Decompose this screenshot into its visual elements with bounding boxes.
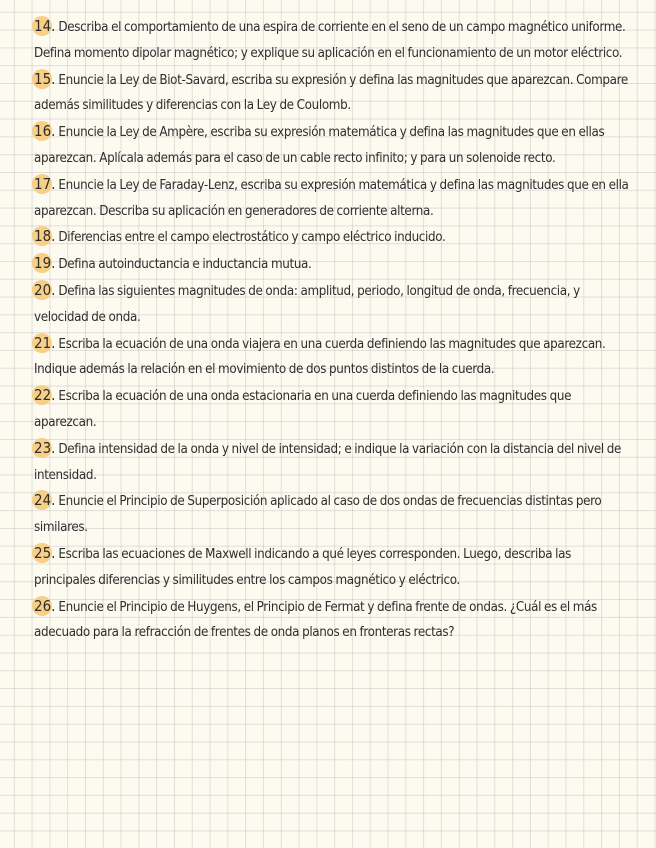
question-text: Escriba la ecuación de una onda viajera en una cuerda definiendo las magnitudes que aparezcan. Indique además la relación en el movimiento de dos puntos distintos de la cuerda. [34, 336, 606, 378]
question-number: 21. [34, 333, 56, 352]
question-item [34, 594, 634, 647]
question-text: Enuncie el Principio de Huygens, el Principio de Fermat y defina frente de ondas. ¿Cuál es el más adecuado para la refracción de frentes de onda planos en fronteras rectas? [34, 599, 597, 641]
question-number: 15. [34, 69, 56, 88]
question-item [34, 331, 634, 384]
question-text: Escriba las ecuaciones de Maxwell indicando a qué leyes corresponden. Luego, describa las principales diferencias y similitudes entre los campos magnético y eléctrico. [34, 546, 571, 588]
question-item [34, 488, 634, 541]
question-text: Enuncie la Ley de Ampère, escriba su expresión matemática y defina las magnitudes que en ellas aparezcan. Aplícala además para el caso de un cable recto infinito; y para un solenoide recto. [34, 125, 605, 166]
question-text: Escriba la ecuación de una onda estacionaria en una cuerda definiendo las magnitudes que aparezcan. [34, 389, 572, 430]
question-number: 25. [34, 543, 56, 562]
question-number: 26. [34, 596, 56, 615]
question-text: Defina intensidad de la onda y nivel de intensidad; e indique la variación con la distancia del nivel de intensidad. [34, 441, 622, 483]
question-number: 17. [34, 174, 56, 193]
question-number: 23. [34, 438, 56, 457]
question-text: Describa el comportamiento de una espira de corriente en el seno de un campo magnético uniforme. Defina momento dipolar magnético; y explique su aplicación en el funcionamiento de un motor eléctrico. [34, 20, 626, 61]
question-text: Diferencias entre el campo electrostático y campo eléctrico inducido. [55, 230, 446, 246]
question-number: 18. [34, 227, 56, 246]
question-text: Defina autoinductancia e inductancia mutua. [55, 257, 312, 273]
question-item [34, 119, 634, 172]
question-item [34, 251, 634, 278]
question-number: 20. [34, 280, 56, 299]
question-list [34, 14, 634, 646]
question-text: Enuncie la Ley de Biot-Savard, escriba su expresión y defina las magnitudes que aparezcan. Compare además similitudes y diferencias con la Ley de Coulomb. [34, 72, 628, 114]
question-text: Defina las siguientes magnitudes de onda: amplitud, periodo, longitud de onda, frecuencia, y velocidad de onda. [34, 283, 580, 325]
question-number: 14. [34, 17, 56, 35]
question-text: Enuncie el Principio de Superposición aplicado al caso de dos ondas de frecuencias distintas pero similares. [34, 494, 602, 536]
question-item [34, 14, 634, 67]
question-item [34, 67, 634, 120]
question-item [34, 541, 634, 594]
question-number: 22. [34, 386, 56, 405]
question-item [34, 172, 634, 225]
question-item [34, 383, 634, 436]
question-item [34, 436, 634, 489]
question-number: 16. [34, 122, 56, 141]
question-item [34, 224, 634, 251]
question-number: 24. [34, 491, 56, 510]
question-number: 19. [34, 254, 56, 273]
question-item [34, 278, 634, 331]
question-text: Enuncie la Ley de Faraday-Lenz, escriba su expresión matemática y defina las magnitudes que en ella aparezcan. Describa su aplicación en generadores de corriente alterna. [34, 177, 629, 219]
